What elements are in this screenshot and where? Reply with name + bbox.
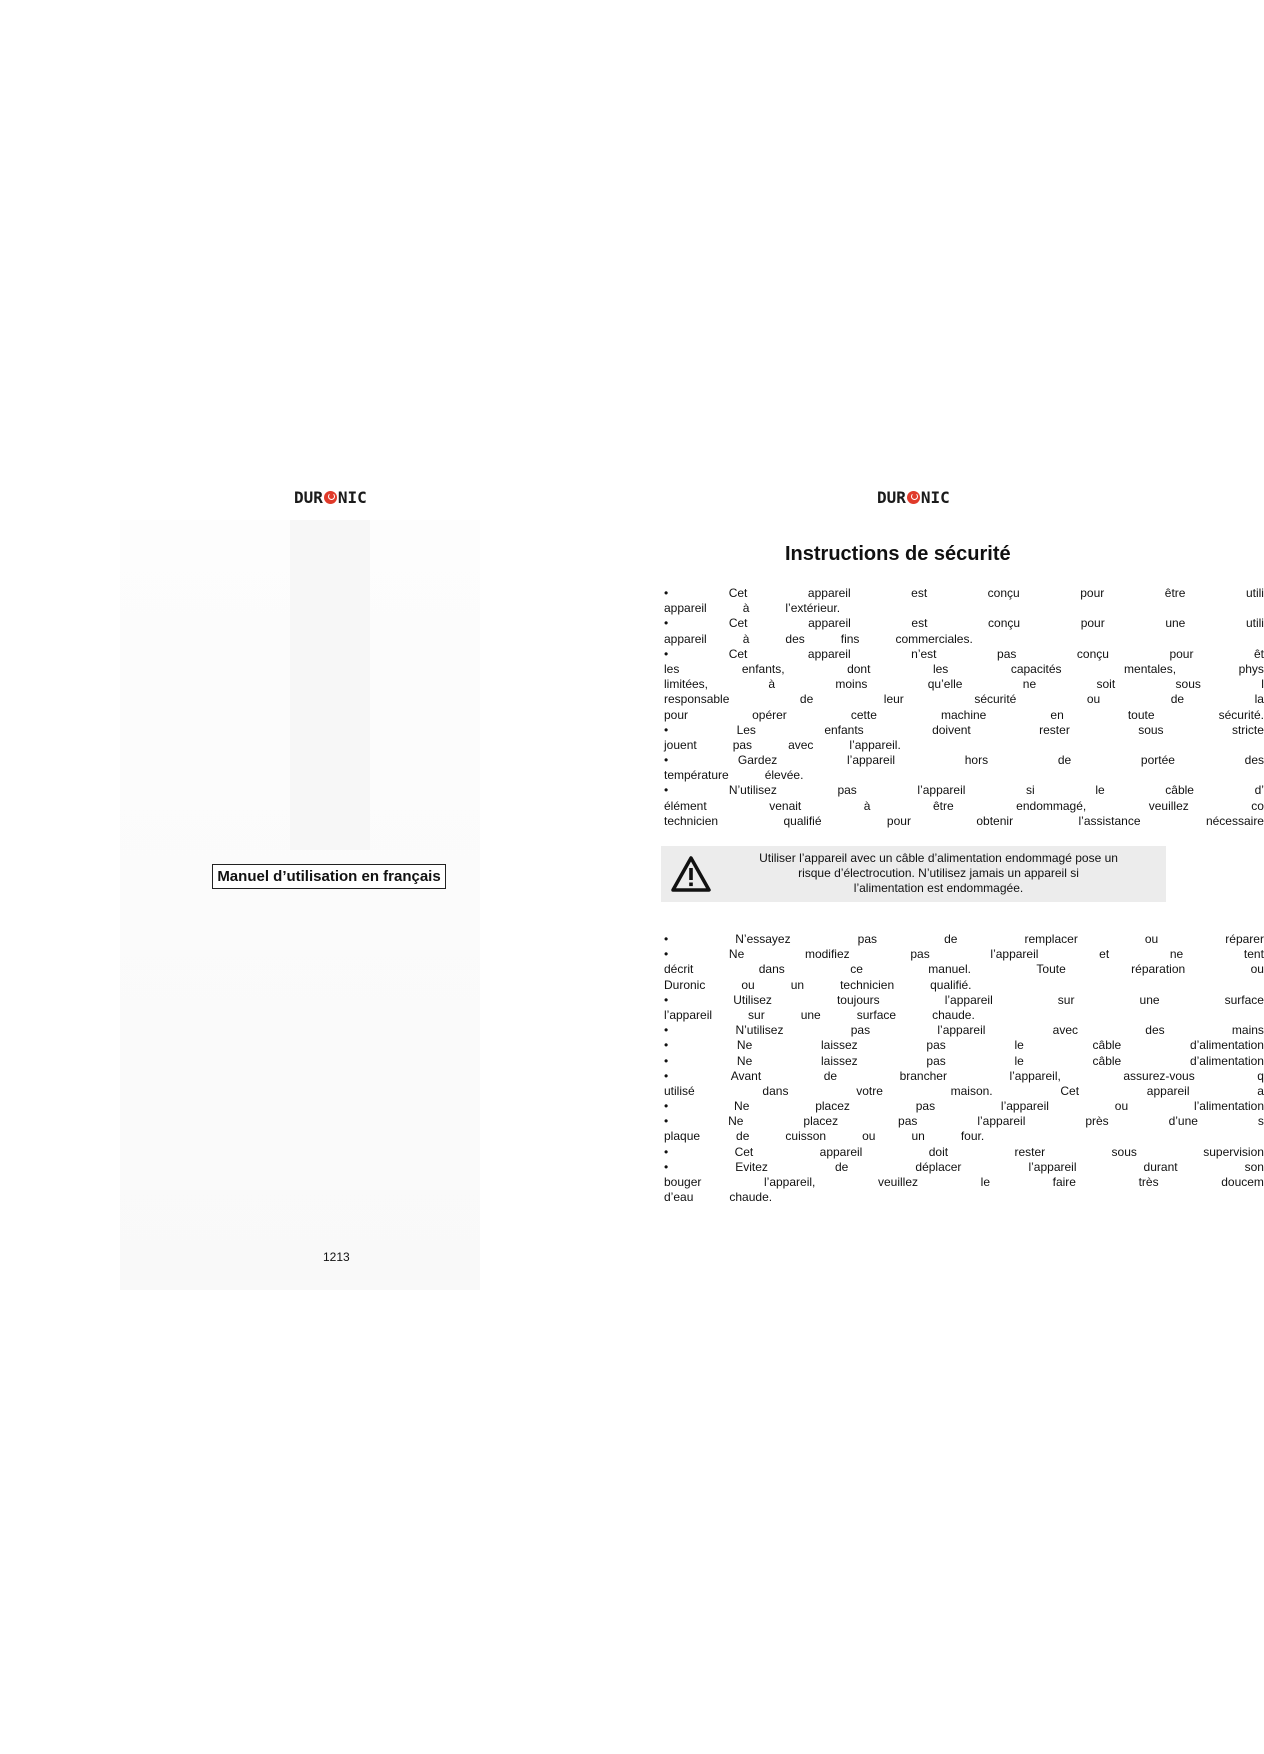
text-word: qualifié [783, 813, 822, 828]
text-word: l [1261, 677, 1264, 692]
text-word: Avant [730, 1068, 762, 1083]
text-word: laissez [820, 1038, 858, 1053]
text-word: durant [1143, 1159, 1178, 1174]
text-word: l’assistance [1078, 813, 1141, 828]
text-word: pas [898, 1114, 918, 1129]
power-icon [324, 491, 337, 504]
text-word: de [944, 932, 958, 946]
text-word: de [799, 692, 814, 707]
text-word: qu’elle [927, 677, 963, 692]
text-word: avec [1052, 1023, 1079, 1038]
text-word: l’appareil, [764, 1175, 816, 1189]
text-word: technicien [664, 813, 719, 828]
text-word: d’alimentation [1189, 1053, 1264, 1068]
text-word: pour [886, 813, 911, 828]
text-word: opérer [752, 707, 787, 722]
text-word: laissez [820, 1053, 858, 1068]
text-word: a [1257, 1083, 1264, 1098]
text-word: de [736, 1129, 750, 1144]
text-word: l’appareil [1000, 1099, 1049, 1114]
text-word: à [742, 601, 750, 616]
text-line [664, 677, 1264, 692]
text-line [664, 799, 1264, 814]
text-word: Ne [728, 947, 745, 962]
text-word: Cet [728, 646, 748, 661]
text-word: Utilisez [733, 992, 772, 1007]
text-word: un [911, 1129, 925, 1144]
text-word: appareil [664, 631, 707, 646]
text-word: le [1095, 783, 1105, 798]
text-word: Evitez [735, 1159, 768, 1174]
text-line [664, 1160, 1264, 1175]
text-word: pas [732, 737, 753, 752]
text-word: appareil [807, 586, 851, 600]
text-word: sous [1111, 1144, 1137, 1159]
warning-box [661, 846, 1166, 902]
text-word: dans [762, 1083, 789, 1098]
text-word: câble [1092, 1038, 1122, 1053]
text-word: brancher [899, 1068, 947, 1083]
text-word: ne [1022, 677, 1037, 692]
logo-text-before: DUR [294, 487, 323, 507]
text-word: utili [1245, 586, 1264, 600]
text-word: de [834, 1159, 849, 1174]
text-word: Cet [728, 586, 748, 600]
text-word: limitées, [664, 677, 709, 692]
text-line [664, 783, 1264, 798]
text-word: pas [910, 947, 930, 962]
logo-text-after: NIC [337, 487, 367, 507]
text-word: câble [1092, 1053, 1122, 1068]
text-word: appareil [808, 616, 851, 631]
text-word: pas [857, 932, 878, 946]
text-word: Ne [728, 1114, 744, 1129]
text-word: Ne [734, 1099, 750, 1114]
text-line [664, 692, 1264, 707]
text-word: conçu [988, 616, 1021, 631]
text-line [664, 601, 1264, 616]
page-number: 1213 [323, 1250, 350, 1264]
text-word: technicien [840, 977, 895, 992]
text-word: une [800, 1007, 821, 1022]
text-word: de [823, 1068, 838, 1083]
text-word: si [1026, 783, 1035, 798]
text-word: est [911, 616, 928, 631]
text-word: êt [1253, 646, 1264, 661]
text-word: leur [883, 692, 904, 707]
text-word: les [664, 661, 680, 676]
text-word: veuillez [878, 1175, 919, 1189]
text-word: surface [1224, 992, 1264, 1007]
text-word: qualifié. [930, 977, 972, 992]
text-line [664, 708, 1264, 723]
text-word: Cet [734, 1144, 754, 1159]
text-word: Cet [728, 616, 748, 631]
text-word: l’alimentation [1193, 1099, 1264, 1114]
text-word: ne [1169, 947, 1184, 962]
text-word: les [932, 661, 949, 676]
text-word: four. [960, 1129, 985, 1144]
text-word: doucem [1221, 1175, 1264, 1189]
text-word: d’ [1254, 783, 1264, 798]
text-word: la [1254, 692, 1264, 707]
text-word: stricte [1231, 722, 1264, 737]
text-word: toujours [836, 992, 880, 1007]
text-word: s [1257, 1114, 1264, 1129]
text-word: appareil [807, 646, 851, 661]
text-word: supervision [1203, 1144, 1264, 1159]
text-word: dans [758, 962, 785, 977]
text-word: rester [1014, 1144, 1046, 1159]
text-word: sur [748, 1007, 765, 1022]
text-word: cuisson [785, 1129, 827, 1144]
text-line [664, 814, 1264, 829]
text-word: pour [1169, 646, 1194, 661]
text-word: N’utilisez [728, 783, 777, 798]
text-word: à [768, 677, 776, 692]
text-line [664, 586, 1264, 601]
text-word: surface [856, 1007, 897, 1022]
warning-text [711, 851, 1166, 896]
text-word: réparer [1225, 932, 1264, 946]
text-word: élevée. [764, 768, 804, 783]
text-word: chaude. [932, 1007, 975, 1022]
text-word: sécurité. [1218, 707, 1264, 722]
text-word: conçu [987, 586, 1020, 600]
text-word: des [1145, 1023, 1165, 1038]
text-word: utilisé [664, 1083, 695, 1098]
text-word: Ne [736, 1053, 753, 1068]
text-line [664, 1054, 1264, 1069]
text-line [664, 738, 1264, 753]
text-line [664, 932, 1264, 947]
text-word: hors [964, 753, 989, 768]
text-word: l’appareil [944, 992, 993, 1007]
text-word: ou [1250, 962, 1264, 977]
text-word: l’appareil. [849, 737, 901, 752]
text-line [664, 1145, 1264, 1160]
text-word: utili [1245, 616, 1264, 631]
text-word: doivent [932, 722, 971, 737]
text-word: est [911, 586, 928, 600]
text-word: jouent [664, 737, 697, 752]
text-word: cette [850, 707, 877, 722]
text-word: Toute [1036, 962, 1066, 977]
page-shadow-column [290, 520, 370, 850]
text-word: enfants [824, 722, 864, 737]
text-word: d’alimentation [1189, 1038, 1264, 1053]
text-word: Ne [736, 1038, 753, 1053]
text-word: de [1057, 753, 1072, 768]
text-word: venait [769, 798, 802, 813]
text-word: température [664, 768, 729, 783]
text-word: toute [1127, 707, 1155, 722]
text-word: rester [1039, 722, 1070, 737]
text-word: • [664, 1038, 669, 1053]
manual-title: Manuel d’utilisation en français [217, 868, 441, 885]
text-word: manuel. [928, 962, 971, 977]
text-word: ou [741, 977, 755, 992]
text-word: pas [850, 1023, 871, 1038]
text-word: plaque [664, 1129, 701, 1144]
text-word: le [980, 1175, 990, 1189]
text-line [664, 1023, 1264, 1038]
text-word: en [1050, 707, 1064, 722]
text-word: pour [1080, 616, 1105, 631]
page-title: Instructions de sécurité [785, 543, 1011, 565]
text-line [664, 1129, 1264, 1144]
text-word: réparation [1131, 962, 1186, 977]
text-word: l’appareil [937, 1023, 986, 1038]
text-word: très [1138, 1175, 1159, 1189]
text-word: doit [928, 1144, 949, 1159]
text-word: enfants, [741, 661, 785, 676]
safety-text-block-2 [664, 932, 1264, 1205]
text-line [664, 662, 1264, 677]
text-line [664, 978, 1264, 993]
text-word: • [664, 1159, 669, 1174]
duronic-logo-right [877, 486, 950, 508]
text-word: avec [788, 737, 814, 752]
warning-line-3: l’alimentation est endommagée. [853, 881, 1024, 895]
text-line [664, 1084, 1264, 1099]
text-line [664, 753, 1264, 768]
text-word: • [664, 1144, 669, 1159]
text-word: • [664, 1114, 669, 1129]
text-word: • [664, 1023, 669, 1038]
text-word: phys [1238, 661, 1264, 676]
text-word: l’appareil [977, 1114, 1026, 1129]
text-word: sous [1138, 722, 1164, 737]
text-word: l’appareil [917, 783, 966, 798]
text-line [664, 647, 1264, 662]
text-word: faire [1052, 1175, 1076, 1189]
text-word: soit [1096, 677, 1116, 692]
text-word: une [1139, 992, 1160, 1007]
text-word: n’est [911, 646, 937, 661]
text-word: mentales, [1124, 661, 1177, 676]
text-word: de [1170, 692, 1185, 707]
text-word: assurez-vous [1123, 1068, 1195, 1083]
text-word: • [664, 722, 669, 737]
text-line [664, 947, 1264, 962]
text-word: votre [856, 1083, 883, 1098]
text-line [664, 1069, 1264, 1084]
text-word: • [664, 932, 669, 946]
text-word: être [932, 798, 954, 813]
text-word: endommagé, [1016, 798, 1087, 813]
text-word: être [1164, 586, 1186, 600]
text-word: placez [815, 1099, 850, 1114]
text-word: pour [664, 707, 689, 722]
text-word: pour [1080, 586, 1105, 600]
text-word: bouger [664, 1175, 702, 1189]
warning-triangle-icon [671, 855, 711, 893]
text-word: décrit [664, 962, 694, 977]
text-word: N’utilisez [735, 1023, 784, 1038]
text-word: commerciales. [895, 631, 973, 646]
text-line [664, 1114, 1264, 1129]
text-word: son [1244, 1159, 1264, 1174]
text-word: obtenir [976, 813, 1014, 828]
text-line [664, 993, 1264, 1008]
text-word: veuillez [1148, 798, 1189, 813]
text-line [664, 768, 1264, 783]
text-word: près [1085, 1114, 1109, 1129]
text-word: chaude. [729, 1190, 773, 1205]
text-line [664, 616, 1264, 631]
text-word: dont [847, 661, 871, 676]
text-word: moins [835, 677, 868, 692]
text-word: • [664, 616, 669, 631]
text-line [664, 632, 1264, 647]
text-word: fins [840, 631, 860, 646]
text-word: pas [997, 646, 1017, 661]
text-word: ou [1114, 1099, 1129, 1114]
text-line [664, 1190, 1264, 1205]
text-word: • [664, 646, 669, 661]
text-word: responsable [664, 692, 730, 707]
logo-text-after: NIC [920, 487, 950, 507]
text-line [664, 962, 1264, 977]
text-word: capacités [1010, 661, 1062, 676]
text-word: ou [1086, 692, 1101, 707]
warning-line-2: risque d’électrocution. N’utilisez jamais un appareil si [798, 866, 1079, 880]
text-word: conçu [1076, 646, 1109, 661]
text-word: à [863, 798, 871, 813]
duronic-logo-left [294, 486, 367, 508]
text-word: d’eau [664, 1190, 694, 1205]
text-word: • [664, 586, 669, 600]
text-word: ou [1144, 932, 1159, 946]
text-word: maison. [950, 1083, 993, 1098]
text-word: le [1014, 1053, 1024, 1068]
text-word: des [785, 631, 805, 646]
text-word: le [1014, 1038, 1024, 1053]
power-icon [907, 491, 920, 504]
text-word: • [664, 1099, 669, 1114]
text-word: appareil [819, 1144, 863, 1159]
manual-title-box [212, 864, 446, 889]
text-word: ce [850, 962, 863, 977]
text-line [664, 1008, 1264, 1023]
text-word: des [1244, 753, 1264, 768]
text-line [664, 1099, 1264, 1114]
text-word: portée [1140, 753, 1175, 768]
text-word: • [664, 1068, 669, 1083]
safety-text-block-1 [664, 586, 1264, 829]
text-word: • [664, 947, 669, 962]
text-word: modifiez [804, 947, 850, 962]
text-word: co [1251, 798, 1264, 813]
text-word: pas [926, 1053, 946, 1068]
text-word: • [664, 992, 669, 1007]
text-word: • [664, 753, 669, 768]
text-word: déplacer [915, 1159, 962, 1174]
text-line [664, 723, 1264, 738]
text-word: l’extérieur. [785, 601, 841, 616]
text-word: tent [1243, 947, 1264, 962]
text-word: remplacer [1024, 932, 1078, 946]
text-word: placez [803, 1114, 839, 1129]
text-line [664, 1038, 1264, 1053]
text-word: câble [1165, 783, 1194, 798]
text-word: l’appareil [1028, 1159, 1077, 1174]
text-word: et [1099, 947, 1110, 962]
text-word: N’essayez [735, 932, 791, 946]
text-word: l’appareil [847, 753, 896, 768]
logo-text-before: DUR [877, 487, 906, 507]
text-word: appareil [664, 601, 707, 616]
text-word: machine [940, 707, 987, 722]
text-word: élément [664, 798, 707, 813]
text-word: Les [736, 722, 756, 737]
text-word: l’appareil, [1009, 1068, 1061, 1083]
text-word: une [1165, 616, 1186, 631]
text-word: d’une [1168, 1114, 1198, 1129]
text-word: l’appareil [990, 947, 1039, 962]
text-word: l’appareil [664, 1007, 713, 1022]
text-word: pas [837, 783, 857, 798]
text-word: sur [1057, 992, 1075, 1007]
text-word: • [664, 1053, 669, 1068]
text-word: • [664, 783, 669, 798]
text-word: Duronic [664, 977, 706, 992]
text-word: à [742, 631, 750, 646]
warning-line-1: Utiliser l’appareil avec un câble d’alimentation endommagé pose un [759, 851, 1118, 865]
text-word: nécessaire [1205, 813, 1264, 828]
text-word: pas [926, 1038, 946, 1053]
text-word: appareil [1146, 1083, 1190, 1098]
text-word: sous [1175, 677, 1201, 692]
text-word: mains [1231, 1023, 1264, 1038]
text-word: sécurité [974, 692, 1017, 707]
text-word: un [790, 977, 805, 992]
text-word: pas [915, 1099, 936, 1114]
text-word: q [1257, 1068, 1264, 1083]
text-word: Gardez [737, 753, 778, 768]
text-word: ou [862, 1129, 876, 1144]
text-line [664, 1175, 1264, 1190]
text-word: Cet [1060, 1083, 1080, 1098]
